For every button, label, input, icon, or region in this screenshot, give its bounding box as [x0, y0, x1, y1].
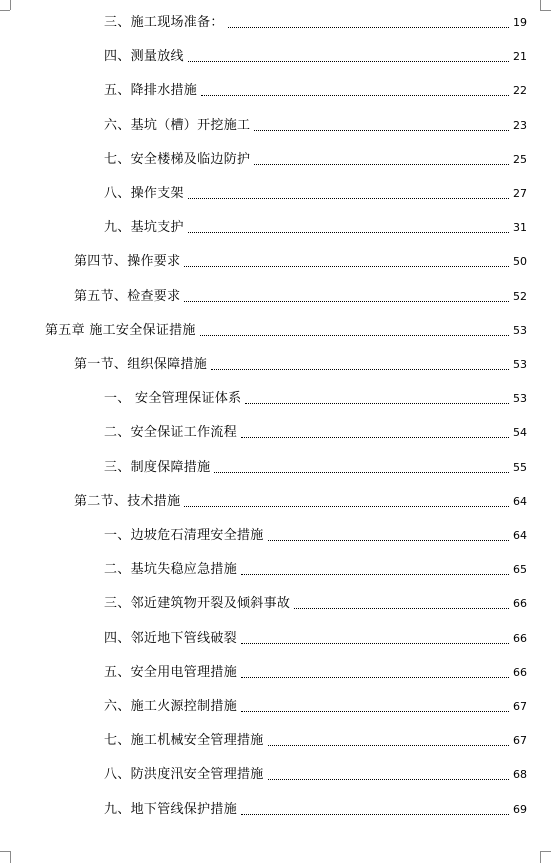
toc-entry-page-number: 53 [513, 323, 527, 337]
toc-entry-page-number: 31 [513, 221, 527, 235]
toc-entry[interactable] [104, 45, 527, 65]
toc-entry-page-number: 19 [513, 16, 527, 29]
dot-leader [268, 779, 509, 780]
toc-entry[interactable] [104, 421, 527, 441]
dot-leader [241, 574, 509, 575]
toc-entry-title: 第一节、组织保障措施 [74, 357, 208, 372]
toc-entry-page-number: 55 [513, 460, 527, 474]
toc-entry-page-number: 21 [513, 50, 527, 64]
toc-entry-title: 七、施工机械安全管理措施 [104, 733, 264, 749]
toc-entry[interactable] [104, 216, 527, 236]
dot-leader [214, 472, 509, 473]
toc-entry[interactable] [104, 763, 527, 783]
crop-mark-bottom-left [0, 851, 10, 852]
toc-entry[interactable] [104, 798, 527, 818]
toc-entry-page-number: 27 [513, 187, 527, 200]
dot-leader [184, 266, 509, 267]
dot-leader [211, 369, 509, 370]
toc-entry[interactable] [74, 285, 527, 305]
toc-entry[interactable] [104, 114, 527, 134]
toc-entry[interactable] [104, 661, 527, 681]
toc-entry-title: 八、操作支架 [104, 186, 184, 201]
toc-entry-title: 八、防洪度汛安全管理措施 [104, 767, 264, 783]
toc-entry-title: 六、基坑（槽）开挖施工 [104, 117, 251, 133]
toc-entry[interactable] [104, 592, 527, 612]
toc-entry-page-number: 54 [513, 426, 527, 440]
toc-entry-page-number: 64 [513, 494, 527, 508]
toc-entry[interactable] [104, 729, 527, 749]
dot-leader [241, 643, 509, 644]
dot-leader [188, 61, 509, 62]
toc-entry[interactable] [74, 353, 527, 373]
crop-mark-top-right-vertical [540, 0, 541, 10]
toc-entry-page-number: 64 [513, 529, 527, 542]
dot-leader [254, 130, 509, 131]
dot-leader [201, 95, 509, 96]
toc-entry-title: 五、降排水措施 [104, 83, 198, 99]
toc-entry-page-number: 69 [513, 802, 527, 816]
toc-entry[interactable] [104, 558, 527, 578]
toc-entry-page-number: 25 [513, 152, 527, 166]
toc-entry-title: 五、安全用电管理措施 [104, 664, 238, 680]
toc-entry-title: 九、基坑支护 [104, 220, 184, 236]
toc-entry-page-number: 53 [513, 392, 527, 406]
toc-entry-page-number: 65 [513, 563, 527, 577]
toc-entry-page-number: 68 [513, 768, 527, 782]
toc-entry-page-number: 66 [513, 631, 527, 645]
toc-entry[interactable] [74, 490, 527, 510]
crop-mark-top-left [0, 10, 10, 11]
dot-leader [188, 232, 509, 233]
toc-entry-title: 三、邻近建筑物开裂及倾斜事故 [104, 596, 291, 612]
dot-leader [184, 301, 509, 302]
toc-entry-title: 二、安全保证工作流程 [104, 425, 238, 441]
toc-entry-page-number: 66 [513, 665, 527, 679]
toc-entry[interactable] [104, 79, 527, 99]
crop-mark-bottom-right [540, 851, 551, 852]
toc-entry-page-number: 52 [513, 289, 527, 303]
toc-entry-title: 三、制度保障措施 [104, 459, 211, 475]
toc-entry-title: 六、施工火源控制措施 [104, 699, 238, 714]
toc-entry[interactable] [104, 11, 527, 31]
dot-leader [184, 506, 509, 507]
toc-entry-title: 四、邻近地下管线破裂 [104, 630, 238, 646]
toc-entry[interactable] [104, 456, 527, 476]
toc-entry[interactable] [104, 387, 527, 407]
toc-entry-page-number: 67 [513, 734, 527, 748]
toc-entry-page-number: 66 [513, 597, 527, 611]
dot-leader [200, 335, 509, 336]
crop-mark-bottom-right-vertical [540, 851, 541, 863]
crop-mark-bottom-left-vertical [10, 851, 11, 863]
toc-entry[interactable] [45, 319, 527, 339]
toc-entry-title: 九、地下管线保护措施 [104, 801, 238, 817]
toc-entry[interactable] [104, 627, 527, 647]
toc-entry-page-number: 50 [513, 255, 527, 269]
toc-entry[interactable] [74, 250, 527, 270]
dot-leader [241, 677, 509, 678]
toc-entry-title: 三、施工现场准备： [104, 15, 224, 30]
dot-leader [188, 198, 509, 199]
toc-entry-title: 第五章 施工安全保证措施 [45, 322, 196, 338]
toc-entry[interactable] [104, 148, 527, 168]
toc-entry-page-number: 67 [513, 700, 527, 713]
toc-entry[interactable] [104, 182, 527, 202]
dot-leader [268, 540, 509, 541]
dot-leader [241, 814, 509, 815]
toc-entry-title: 七、安全楼梯及临边防护 [104, 151, 251, 167]
toc-entry-title: 一、 安全管理保证体系 [104, 391, 242, 407]
toc-entry-page-number: 53 [513, 358, 527, 371]
toc-entry[interactable] [104, 524, 527, 544]
toc-entry-page-number: 22 [513, 84, 527, 98]
toc-entry-title: 第五节、检查要求 [74, 288, 181, 304]
toc-entry-title: 第二节、技术措施 [74, 493, 181, 509]
dot-leader [241, 437, 509, 438]
dot-leader [245, 403, 509, 404]
toc-entry-title: 一、边坡危石清理安全措施 [104, 528, 264, 543]
toc-entry[interactable] [104, 695, 527, 715]
toc-entry-page-number: 23 [513, 118, 527, 132]
crop-mark-top-right [540, 10, 551, 11]
toc-entry-title: 第四节、操作要求 [74, 254, 181, 270]
toc-entry-title: 二、基坑失稳应急措施 [104, 562, 238, 578]
toc-entry-title: 四、测量放线 [104, 49, 184, 65]
dot-leader [254, 164, 509, 165]
dot-leader [294, 608, 509, 609]
dot-leader [268, 745, 509, 746]
dot-leader [228, 27, 509, 28]
dot-leader [241, 711, 509, 712]
crop-mark-top-left-vertical [10, 0, 11, 10]
